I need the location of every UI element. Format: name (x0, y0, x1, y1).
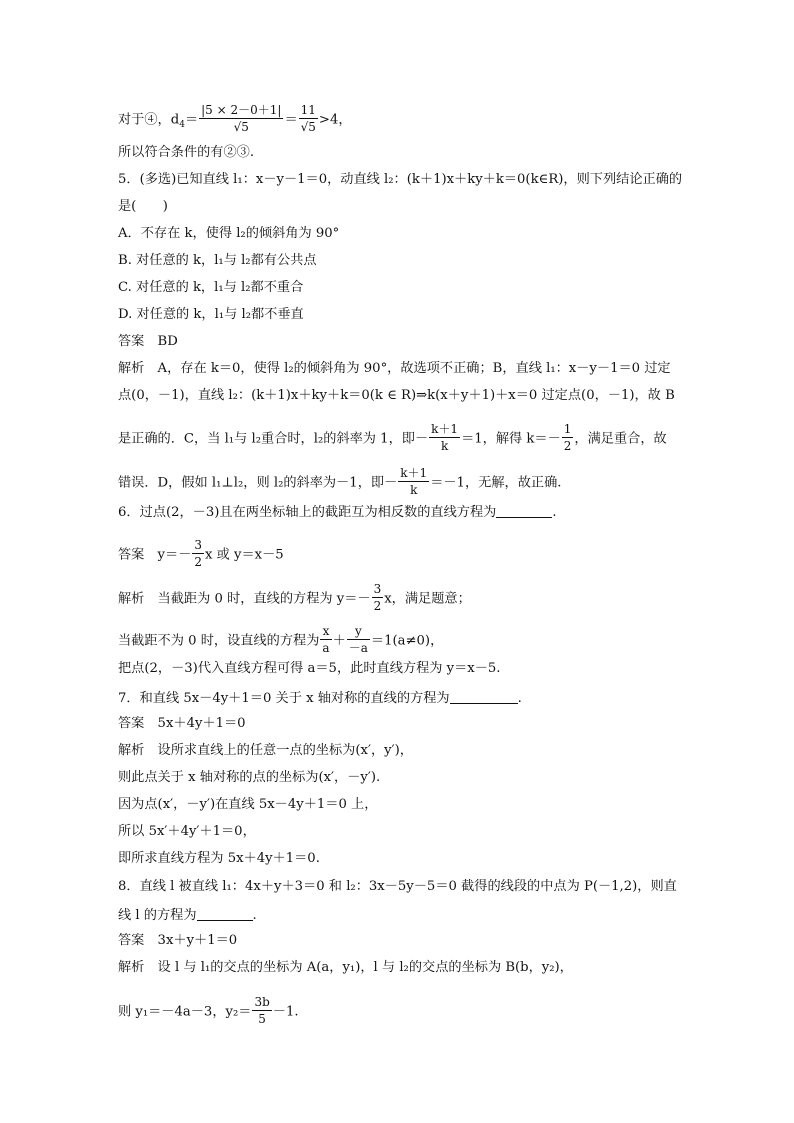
answer-5: 答案 BD (118, 334, 178, 349)
text: ，满足重合，故 (574, 431, 667, 447)
question-8-stem: 8．直线 l 被直线 l₁：4x＋y＋3＝0 和 l₂：3x－5y－5＝0 截得的线段的中点为 P(－1,2)，则直 (118, 879, 677, 894)
text: x，满足题意； (384, 591, 471, 607)
denominator: √5 (233, 120, 249, 135)
denominator: a (322, 641, 330, 656)
text: 错误．D，假如 l₁⊥l₂，则 l₂的斜率为－1，即－ (118, 475, 398, 491)
denominator: 2 (373, 599, 382, 614)
fraction (347, 624, 370, 656)
fraction (562, 422, 574, 454)
numerator: 1 (562, 422, 574, 438)
text: >4， (318, 112, 352, 128)
fraction (192, 538, 204, 570)
text: ＝－1，无解，故正确. (430, 475, 562, 491)
text: 线 l 的方程为 (118, 908, 197, 923)
text: 对于④，d (118, 112, 180, 128)
line: 是( ) (118, 199, 168, 214)
text: ＋ (332, 633, 346, 649)
option-d: D. 对任意的 k，l₁与 l₂都不垂直 (118, 307, 304, 322)
answer-blank (450, 690, 518, 704)
answer-8: 答案 3x＋y＋1＝0 (118, 933, 238, 948)
line: 把点(2，－3)代入直线方程可得 a＝5，此时直线方程为 y＝x－5. (118, 661, 501, 676)
text: x 或 y＝x－5 (205, 547, 284, 563)
subscript: 4 (179, 120, 185, 131)
fraction (252, 995, 271, 1027)
line (118, 625, 443, 657)
fraction (320, 624, 331, 656)
text: . (552, 505, 557, 520)
text: 则 y₁＝－4a－3，y₂＝ (118, 1004, 252, 1020)
text: 当截距不为 0 时，设直线的方程为 (118, 633, 320, 649)
option-a: A．不存在 k，使得 l₂的倾斜角为 90° (118, 226, 340, 241)
line: 则此点关于 x 轴对称的点的坐标为(x′，－y′). (118, 770, 381, 785)
fraction (398, 466, 429, 498)
fraction (199, 103, 283, 135)
question-6-stem (118, 504, 557, 519)
text: . (517, 691, 522, 706)
line (118, 907, 257, 922)
fraction (429, 422, 460, 454)
denominator: 2 (563, 439, 572, 454)
denominator: －a (348, 641, 368, 656)
denominator: √5 (300, 120, 316, 135)
numerator: 3b (252, 995, 271, 1011)
denominator: k (410, 483, 418, 498)
line: 所以 5x′＋4y′＋1＝0， (118, 824, 256, 839)
text: 6．过点(2，－3)且在两坐标轴上的截距互为相反数的直线方程为 (118, 505, 497, 520)
numerator: k＋1 (398, 466, 429, 482)
numerator: 11 (299, 103, 318, 119)
line (118, 996, 299, 1028)
text: 解析 当截距为 0 时，直线的方程为 y＝－ (118, 591, 371, 607)
text: 答案 y＝－ (118, 547, 192, 563)
text: ＝ (284, 112, 298, 128)
question-5-stem: 5．(多选)已知直线 l₁：x－y－1＝0，动直线 l₂：(k＋1)x＋ky＋k＝0(k∈R)，则下列结论正确的 (118, 172, 683, 187)
option-c: C. 对任意的 k，l₁与 l₂都不重合 (118, 280, 304, 295)
line: 点(0，－1)，直线 l₂：(k＋1)x＋ky＋k＝0(k ∈ R)⇒k(x＋y＋1)＋x＝0 过定点(0，－1)，故 B (118, 388, 675, 403)
fraction (299, 103, 318, 135)
line (118, 467, 561, 499)
line: 因为点(x′，－y′)在直线 5x－4y＋1＝0 上， (118, 797, 378, 812)
numerator: 3 (372, 582, 384, 598)
text: 7．和直线 5x－4y＋1＝0 关于 x 轴对称的直线的方程为 (118, 691, 450, 706)
text: 是正确的．C，当 l₁与 l₂重合时，l₂的斜率为 1，即－ (118, 431, 429, 447)
line (118, 423, 667, 455)
numerator: k＋1 (429, 422, 460, 438)
denominator: 5 (258, 1012, 266, 1027)
fraction (372, 582, 384, 614)
denominator: 2 (194, 555, 203, 570)
analysis-5: 解析 A，存在 k＝0，使得 l₂的倾斜角为 90°，故选项不正确；B，直线 l₁：x－y－1＝0 过定 (118, 361, 671, 376)
analysis-6 (118, 583, 471, 615)
denominator: k (440, 439, 449, 454)
text: ＝1，解得 k＝－ (461, 431, 561, 447)
numerator: x (320, 624, 331, 640)
numerator: y (347, 624, 370, 640)
answer-blank (496, 504, 552, 518)
text: ＝1(a≠0)， (370, 633, 444, 649)
question-7-stem (118, 690, 522, 705)
analysis-8: 解析 设 l 与 l₁的交点的坐标为 A(a，y₁)，l 与 l₂的交点的坐标为 B(b，y₂)， (118, 960, 573, 975)
answer-7: 答案 5x＋4y＋1＝0 (118, 716, 246, 731)
analysis-7: 解析 设所求直线上的任意一点的坐标为(x′，y′)， (118, 743, 413, 758)
text: ＝ (184, 112, 199, 128)
text: . (252, 908, 257, 923)
line: 即所求直线方程为 5x＋4y＋1＝0. (118, 851, 320, 866)
numerator: |5 × 2－0＋1| (199, 103, 283, 119)
line: 所以符合条件的有②③. (118, 145, 255, 160)
text: －1. (272, 1004, 299, 1020)
answer-blank (197, 907, 253, 921)
numerator: 3 (192, 538, 204, 554)
option-b: B. 对任意的 k，l₁与 l₂都有公共点 (118, 253, 317, 268)
line-d4 (118, 104, 352, 136)
answer-6 (118, 539, 284, 571)
